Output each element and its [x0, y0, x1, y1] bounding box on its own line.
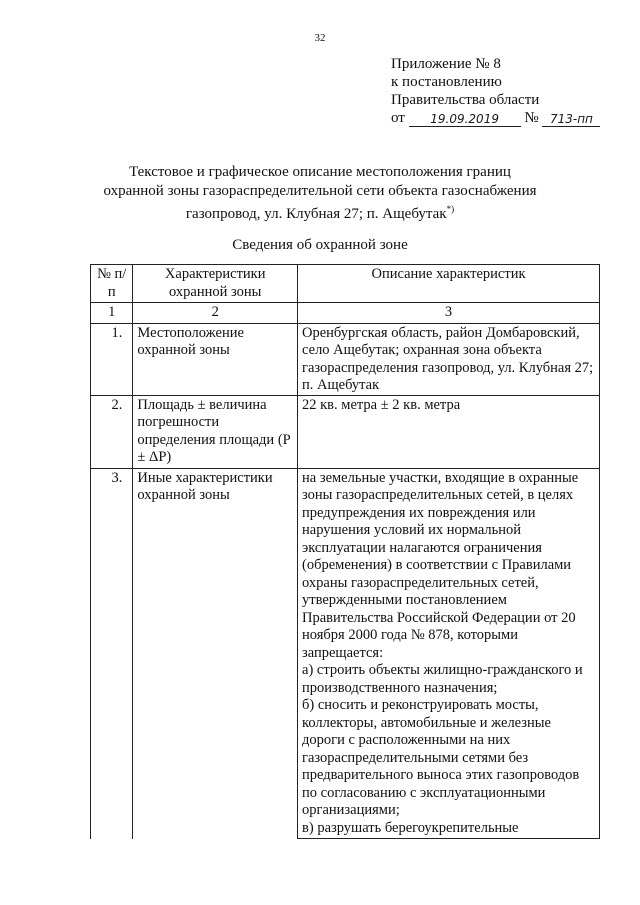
row-description: на земельные участки, входящие в охранные зоны газораспределительных сетей, в целях предупреждения их повреждения или нарушения условий их нормальной эксплуатации налагаются ограничения (обременения) в соответствии с Правилами охраны газораспределительных сетей, утвержденными постановлением Правительства Российской Федерации от 20 ноября 2000 года № 878, которыми запрещается: а) строить объекты жилищно-гражданского и производственного назначения; б) сносить и реконструировать мосты, коллекторы, автомобильные и железные дороги с расположенными на них газораспределительными сетями без предварительного выноса этих газопроводов по согласованию с эксплуатационными организациями; в) разрушать берегоукрепительные — [298, 468, 600, 839]
appendix-date-line — [391, 109, 600, 127]
handwritten-number: 713-пп — [542, 110, 600, 127]
title-line-3: газопровод, ул. Клубная 27; п. Ащебутак*) — [185, 204, 455, 222]
header-number: № п/п — [91, 265, 133, 303]
row-number: 2. — [91, 395, 133, 468]
handwritten-date: 19.09.2019 — [409, 110, 521, 127]
table-row — [91, 468, 600, 839]
header-description: Описание характеристик — [298, 265, 600, 303]
appendix-block — [391, 55, 600, 127]
table-row — [91, 395, 600, 468]
document-title — [0, 163, 640, 224]
header-characteristics: Характеристики охранной зоны — [133, 265, 298, 303]
row-number: 3. — [91, 468, 133, 839]
footnote-mark: *) — [446, 204, 455, 214]
appendix-government: Правительства области — [391, 92, 540, 108]
row-characteristic: Местоположение охранной зоны — [133, 323, 298, 395]
row-description: 22 кв. метра ± 2 кв. метра — [298, 395, 600, 468]
row-description: Оренбургская область, район Домбаровский, село Ащебутак; охранная зона объекта газораспределения газопровод, ул. Клубная 27; п. Ащебутак — [298, 323, 600, 395]
table-header-row — [91, 265, 600, 303]
table-row — [91, 323, 600, 395]
header-index-1: 1 — [91, 303, 133, 324]
row-number: 1. — [91, 323, 133, 395]
title-line-1: Текстовое и графическое описание местоположения границ — [129, 164, 511, 180]
table-header-numbers-row — [91, 303, 600, 324]
from-label: от — [391, 110, 405, 126]
row-characteristic: Иные характеристики охранной зоны — [133, 468, 298, 839]
title-line-2: охранной зоны газораспределительной сети объекта газоснабжения — [103, 182, 537, 199]
number-label: № — [524, 110, 539, 126]
row-characteristic: Площадь ± величина погрешности определения площади (P ± ΔP) — [133, 395, 298, 468]
page-number: 32 — [314, 32, 326, 44]
header-index-3: 3 — [298, 303, 600, 324]
protection-zone-table — [90, 264, 600, 839]
appendix-resolution: к постановлению — [391, 74, 502, 90]
appendix-title: Приложение № 8 — [391, 56, 501, 72]
section-subtitle: Сведения об охранной зоне — [232, 237, 408, 253]
header-index-2: 2 — [133, 303, 298, 324]
